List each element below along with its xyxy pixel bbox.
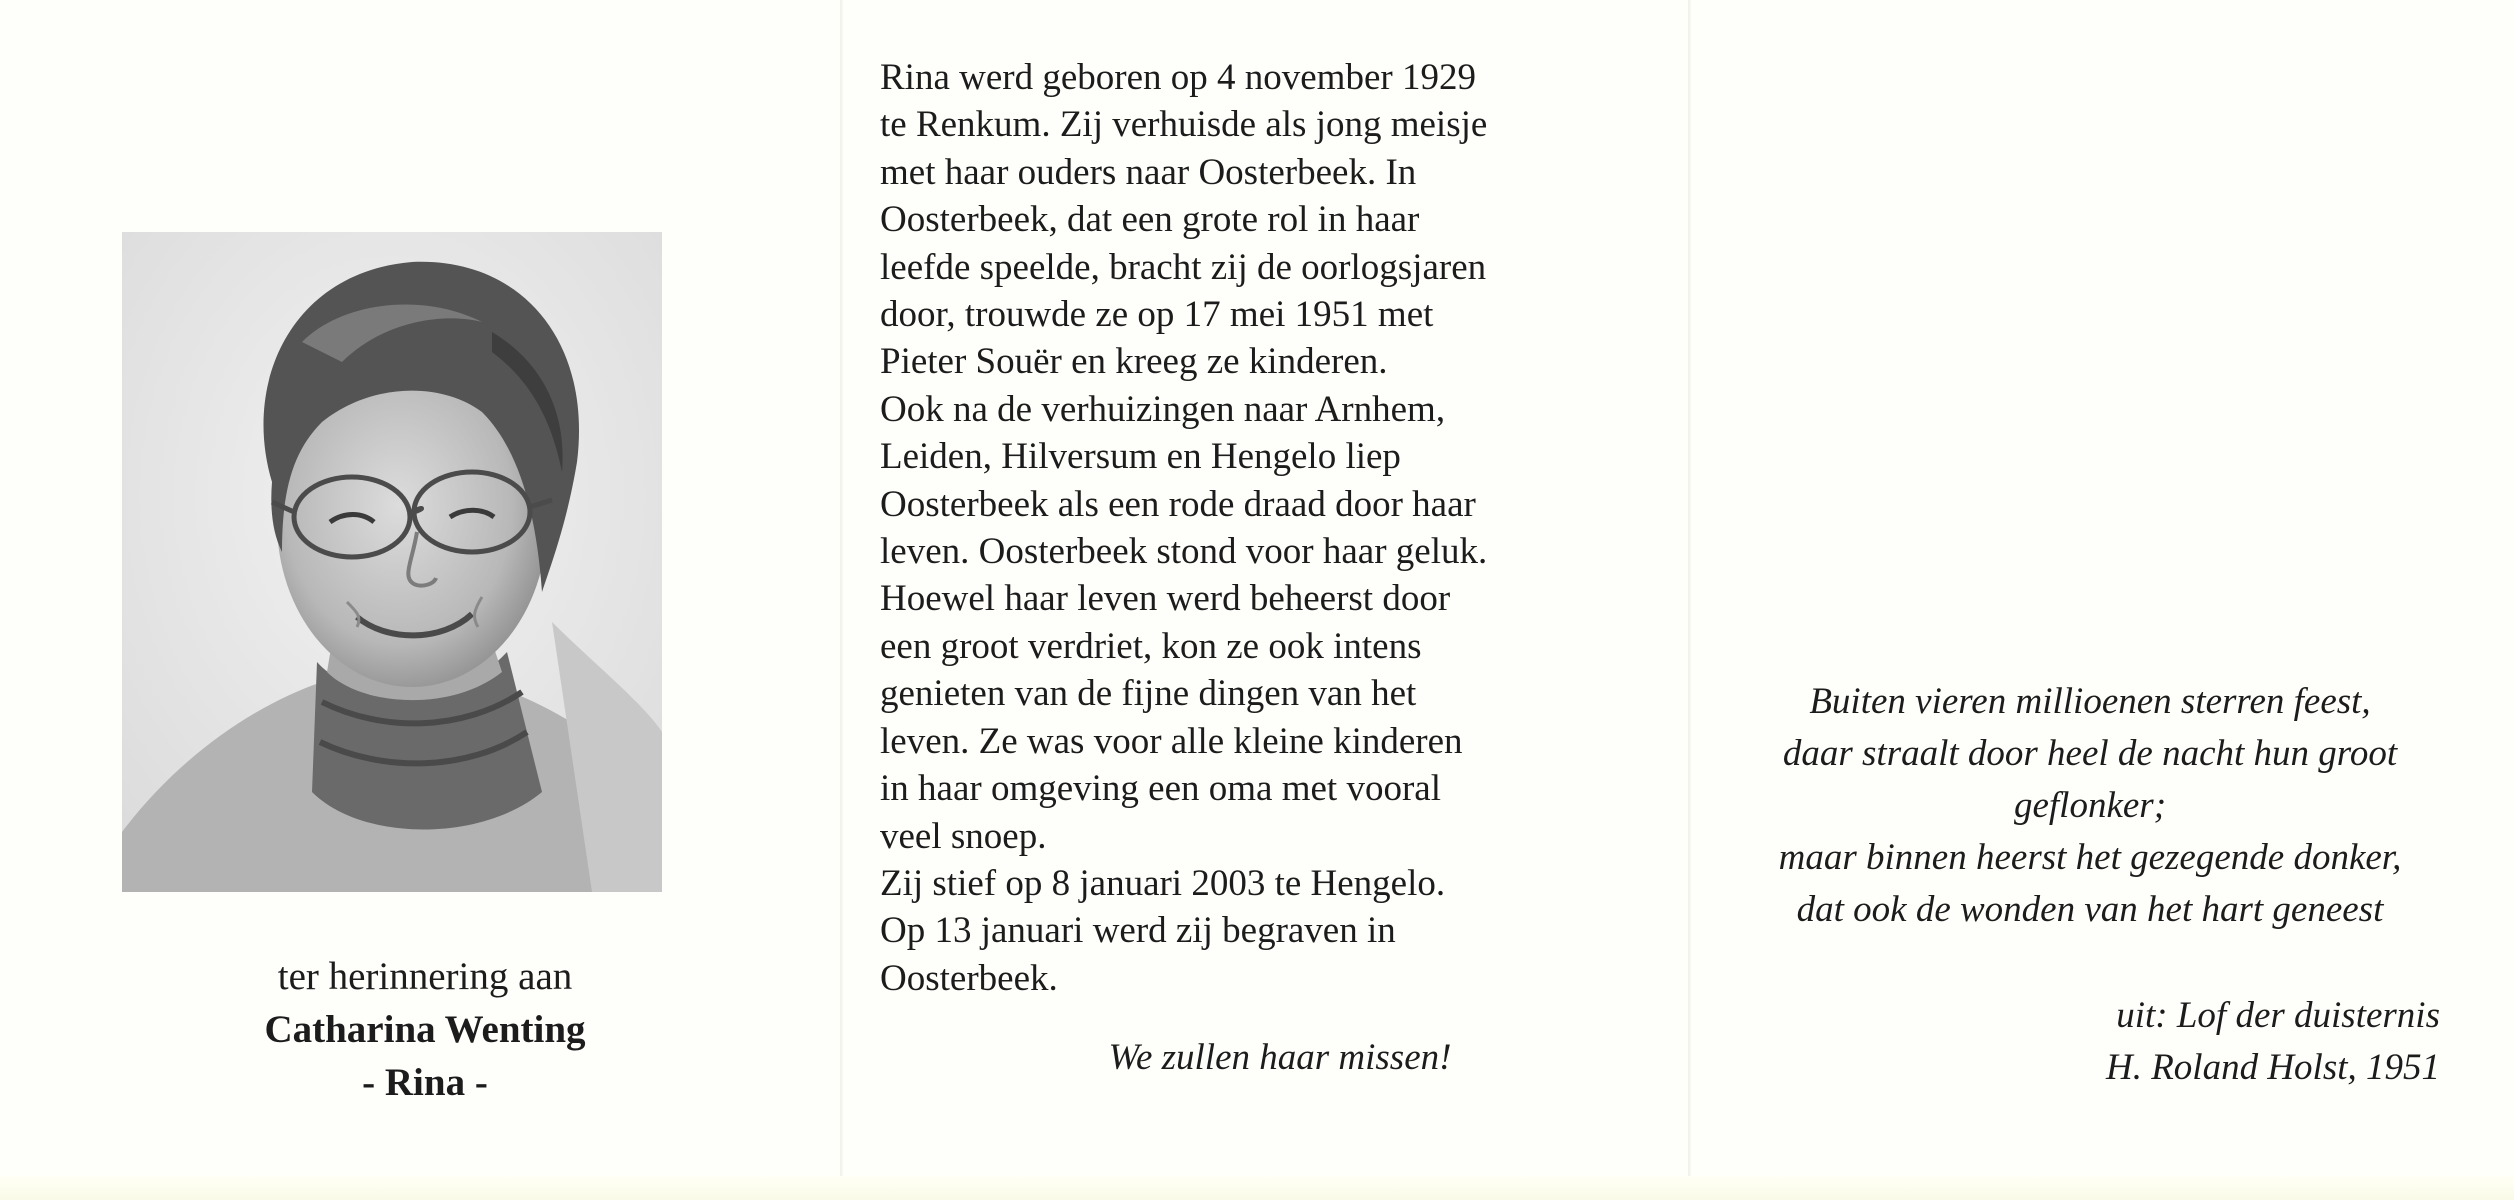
bio-line: Zij stief op 8 januari 2003 te Hengelo. (880, 862, 1446, 904)
bio-line: veel snoep. (880, 815, 1047, 857)
bio-line: met haar ouders naar Oosterbeek. In (880, 151, 1417, 193)
deceased-nickname: - Rina - (362, 1061, 488, 1104)
fold-line-right (1688, 0, 1691, 1190)
bio-line: Pieter Souër en kreeg ze kinderen. (880, 341, 1388, 383)
bio-line: een groot verdriet, kon ze ook intens (880, 625, 1422, 667)
bio-line: door, trouwde ze op 17 mei 1951 met (880, 294, 1434, 336)
card-bottom-edge (0, 1176, 2514, 1200)
bio-line: te Renkum. Zij verhuisde als jong meisje (880, 104, 1488, 146)
bio-line: Leiden, Hilversum en Hengelo liep (880, 436, 1401, 478)
portrait-illustration (122, 232, 662, 892)
deceased-name: Catharina Wenting (264, 1008, 586, 1051)
poem-line: geflonker; (2013, 785, 2167, 826)
bio-line: in haar omgeving een oma met vooral (880, 768, 1441, 810)
poem-line: maar binnen heerst het gezegende donker, (1778, 837, 2402, 878)
bio-line: Oosterbeek, dat een grote rol in haar (880, 199, 1420, 241)
bio-line: Op 13 januari werd zij begraven in (880, 910, 1396, 952)
fold-line-left (840, 0, 843, 1190)
caption-intro: ter herinnering aan (277, 955, 573, 998)
bio-line: leefde speelde, bracht zij de oorlogsjaren (880, 246, 1487, 288)
poem-line: dat ook de wonden van het hart geneest (1796, 889, 2384, 930)
poem-source-author: H. Roland Holst, 1951 (2105, 1047, 2440, 1088)
bio-line: genieten van de fijne dingen van het (880, 673, 1417, 715)
bio-line: Oosterbeek als een rode draad door haar (880, 483, 1476, 525)
poem-source-title: uit: Lof der duisternis (2116, 995, 2440, 1036)
biography-text (880, 54, 1680, 1002)
poem-source (1900, 990, 2440, 1094)
bio-line: Rina werd geboren op 4 november 1929 (880, 57, 1476, 98)
caption-block (120, 950, 730, 1109)
bio-line: leven. Oosterbeek stond voor haar geluk. (880, 531, 1488, 573)
portrait-photo (122, 232, 662, 892)
bio-line: Hoewel haar leven werd beheerst door (880, 578, 1451, 620)
poem-text (1720, 676, 2460, 936)
bio-line: Oosterbeek. (880, 957, 1058, 999)
closing-line: We zullen haar missen! (1108, 1037, 1452, 1078)
poem-line: daar straalt door heel de nacht hun groot (1782, 733, 2398, 774)
bio-line: Ook na de verhuizingen naar Arnhem, (880, 388, 1446, 430)
bio-line: leven. Ze was voor alle kleine kinderen (880, 720, 1463, 762)
poem-line: Buiten vieren millioenen sterren feest, (1809, 681, 2371, 722)
